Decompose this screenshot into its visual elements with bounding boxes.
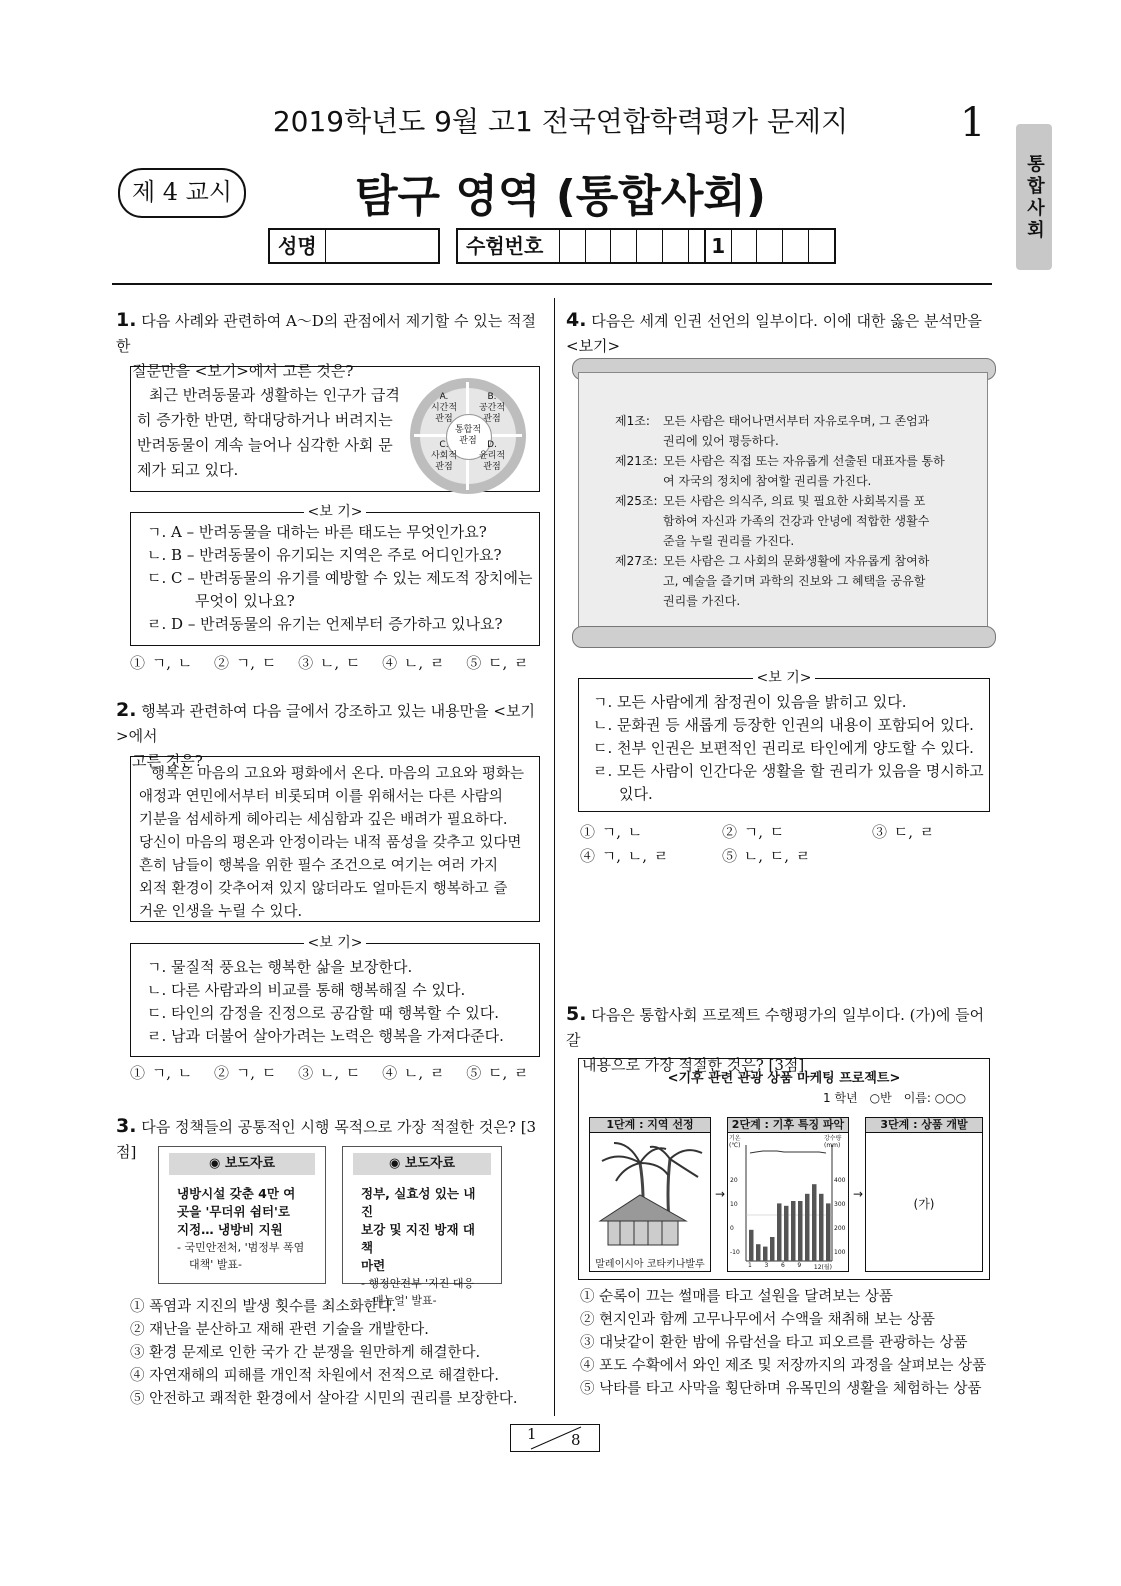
answer-option[interactable]: ② ㄱ, ㄷ (722, 823, 785, 841)
press-release-1 (158, 1146, 326, 1284)
bogi-box-4 (578, 670, 990, 812)
press-headline: 마련 (361, 1258, 386, 1273)
bogi-item: ㄱ. 물질적 풍요는 행복한 삶을 보장한다. (147, 958, 413, 976)
month-ticks (748, 1262, 832, 1271)
exam-number-cell (783, 230, 809, 262)
question-text: 다음은 세계 인권 선언의 일부이다. 이에 대한 옳은 분석만을 <보기> (566, 312, 982, 355)
question-number: 1. (116, 309, 137, 331)
exam-number-cell (611, 230, 637, 262)
student-info: 1 학년 ○반 이름: ○○○ (823, 1091, 967, 1105)
case-line: 반려동물이 계속 늘어나 심각한 사회 문 (137, 436, 393, 454)
stage-3-body (865, 1132, 983, 1272)
precip-bar (784, 1206, 789, 1261)
perspective-diagram-labels (412, 380, 524, 492)
diagram-label-c: C. 사회적 관점 (430, 440, 458, 472)
press-headline: 곳을 '무더위 쉼터'로 (177, 1204, 290, 1219)
press-icon: ◉ (208, 1156, 225, 1171)
article-label (615, 471, 663, 491)
press-source: 매뉴얼' 발표- (373, 1294, 437, 1307)
article-line (615, 531, 965, 551)
question-number: 3. (116, 1115, 137, 1137)
article-label (615, 511, 663, 531)
exam-title: 2019학년도 9월 고1 전국연합학력평가 문제지 (272, 105, 849, 138)
answer-option[interactable]: ③ ㄷ, ㄹ (872, 823, 935, 841)
exam-number-field[interactable] (456, 228, 836, 264)
name-label: 성명 (270, 230, 326, 262)
answer-option[interactable]: ⑤ 낙타를 타고 사막을 횡단하며 유목민의 생활을 체험하는 상품 (580, 1381, 982, 1397)
precip-bar (763, 1247, 768, 1261)
press-headline: 보강 및 지진 방재 대책 (361, 1222, 476, 1255)
press-label: 보도자료 (224, 1156, 276, 1171)
passage-line: 애정과 연민에서부터 비롯되며 이를 위해서는 다른 사람의 (139, 789, 503, 805)
bogi-title: <보 기> (304, 935, 367, 951)
bogi-item: ㄴ. B – 반려동물이 유기되는 지역은 주로 어디인가요? (147, 546, 502, 564)
precip-tick: 100 (834, 1249, 846, 1256)
precip-bar (798, 1201, 803, 1261)
precip-tick: 300 (834, 1201, 846, 1208)
project-box (578, 1058, 990, 1280)
answer-option[interactable]: ④ 포도 수확에서 와인 제조 및 저장까지의 과정을 살펴보는 상품 (580, 1358, 987, 1374)
month-tick: 6 (780, 1262, 785, 1269)
exam-number-cell (757, 230, 783, 262)
arrow-icon: → (853, 1187, 864, 1201)
bogi-title: <보 기> (753, 670, 816, 686)
press-icon: ◉ (388, 1156, 405, 1171)
article-line (615, 471, 965, 491)
precip-unit-label: 강수량 (mm) (824, 1135, 842, 1149)
question-text: 고른 것은? (132, 752, 203, 770)
article-label (615, 591, 663, 611)
climate-graph (728, 1133, 848, 1271)
answer-options-3[interactable] (130, 1296, 518, 1411)
exam-number-cell (560, 230, 586, 262)
temp-tick: 20 (730, 1177, 738, 1184)
article-label (615, 531, 663, 551)
answer-option[interactable]: ② 현지인과 함께 고무나무에서 수액을 채취해 보는 상품 (580, 1312, 935, 1328)
precip-bar (826, 1203, 831, 1261)
answer-option[interactable]: ⑤ ㄴ, ㄷ, ㄹ (722, 847, 811, 865)
temp-unit-label: 기온 (℃) (729, 1135, 741, 1149)
header-divider (112, 283, 992, 285)
palm-house-illustration (590, 1133, 710, 1255)
case-line: 제가 되고 있다. (137, 461, 239, 479)
bogi-item: ㄹ. 남과 더불어 살아가려는 노력은 행복을 가져다준다. (147, 1027, 504, 1045)
question-number: 4. (566, 309, 587, 331)
article-text: 모든 사람은 의식주, 의료 및 필요한 사회복지를 포 (663, 494, 926, 508)
precip-bar (805, 1194, 810, 1261)
answer-option[interactable]: ③ 대낮같이 환한 밤에 유람선을 타고 피오르를 관광하는 상품 (580, 1335, 968, 1351)
answer-option[interactable]: ① 폭염과 지진의 발생 횟수를 최소화한다. (130, 1299, 397, 1315)
article-line (615, 431, 965, 451)
press-source: - 행정안전부 '지진 대응 (361, 1277, 475, 1290)
page-indicator-slash (511, 1425, 599, 1451)
bogi-item: ㄴ. 문화권 등 새롭게 등장한 인권의 내용이 포함되어 있다. (593, 716, 974, 734)
answer-option[interactable]: ① 순록이 끄는 썰매를 타고 설원을 달려보는 상품 (580, 1289, 893, 1305)
project-title: <기후 관련 관광 상품 마케팅 프로젝트> (667, 1071, 901, 1086)
exam-number-cell (732, 230, 758, 262)
page-indicator (510, 1424, 600, 1452)
passage-line: 기분을 섬세하게 헤아리는 세심함과 깊은 배려가 필요하다. (139, 812, 508, 828)
question-text: 내용으로 가장 적절한 것은? [3점] (582, 1056, 805, 1074)
press-source: 대책' 발표- (189, 1258, 242, 1271)
precip-bar (756, 1244, 761, 1261)
month-tick: 1 (748, 1262, 752, 1269)
precip-ticks (834, 1169, 845, 1265)
exam-number-label: 수험번호 (458, 230, 560, 262)
article-text: 권리에 있어 평등하다. (663, 434, 779, 448)
bogi-item: ㄷ. 타인의 감정을 진정으로 공감할 때 행복할 수 있다. (147, 1004, 499, 1022)
exam-number-cell (637, 230, 663, 262)
exam-number-sep (689, 230, 706, 262)
side-tab-label: 통합사회 (1024, 154, 1045, 242)
passage-line: 행복은 마음의 고요와 평화에서 온다. 마음의 고요와 평화는 (151, 766, 525, 782)
article-label: 제21조: (615, 454, 658, 468)
stage-2-body (727, 1132, 849, 1272)
stage-1-body (589, 1132, 711, 1272)
precip-bar (770, 1237, 775, 1261)
question-text: 다음 사례와 관련하여 A～D의 관점에서 제기할 수 있는 적절한 (116, 312, 537, 355)
month-tick: 12(월) (813, 1264, 832, 1271)
arrow-icon: → (715, 1187, 726, 1201)
bogi-box-2 (130, 935, 540, 1057)
article-label (615, 431, 663, 451)
article-text: 권리를 가진다. (663, 594, 741, 608)
article-line (615, 591, 965, 611)
temp-tick: 0 (730, 1225, 734, 1232)
subject-title: 탐구 영역 (통합사회) (355, 171, 766, 222)
article-label (615, 571, 663, 591)
article-text: 준을 누릴 권리를 가진다. (663, 534, 795, 548)
bogi-item: ㄷ. C – 반려동물의 유기를 예방할 수 있는 제도적 장치에는 (147, 569, 533, 587)
passage-line: 흔히 남들이 행복을 위한 필수 조건으로 여기는 여러 가지 (139, 858, 499, 874)
precipitation-bars (749, 1184, 831, 1261)
article-text: 모든 사람은 태어나면서부터 자유로우며, 그 존엄과 (663, 414, 930, 428)
precip-bar (812, 1184, 817, 1261)
press-release-2 (342, 1146, 502, 1307)
passage-box (130, 756, 540, 922)
bogi-title: <보 기> (304, 504, 367, 520)
article-text: 고, 예술을 즐기며 과학의 진보와 그 혜택을 공유할 (663, 574, 926, 588)
answer-option[interactable]: ① ㄱ, ㄴ (580, 823, 643, 841)
precip-tick: 400 (834, 1177, 846, 1184)
stage-2-header: 2단계 : 기후 특징 파악 (727, 1117, 849, 1133)
article-text: 모든 사람은 직접 또는 자유롭게 선출된 대표자를 통하 (663, 454, 945, 468)
question-text: 행복과 관련하여 다음 글에서 강조하고 있는 내용만을 <보기>에서 (116, 702, 535, 745)
press-label: 보도자료 (404, 1156, 456, 1171)
passage-line: 거운 인생을 누릴 수 있다. (139, 904, 303, 920)
article-line (615, 571, 965, 591)
region-caption: 말레이시아 코타키나발루 (595, 1259, 705, 1270)
bogi-item: ㄹ. 모든 사람이 인간다운 생활을 할 권리가 있음을 명시하고 (593, 762, 984, 780)
bogi-item: ㄷ. 천부 인권은 보편적인 권리로 타인에게 양도할 수 있다. (593, 739, 974, 757)
article-line (615, 411, 965, 431)
name-field[interactable] (268, 228, 440, 264)
question-number: 2. (116, 699, 137, 721)
temp-ticks (730, 1169, 740, 1265)
question-number: 5. (566, 1003, 587, 1025)
question-text: 다음은 통합사회 프로젝트 수행평가의 일부이다. (가)에 들어갈 (566, 1006, 985, 1049)
temp-tick: -10 (730, 1249, 740, 1256)
page-number: 1 (960, 100, 986, 146)
press-headline: 냉방시설 갖춘 4만 여 (177, 1186, 296, 1201)
precip-bar (749, 1230, 754, 1261)
diagram-label-b: B. 공간적 관점 (478, 392, 506, 424)
press-headline: 지정… 냉방비 지원 (177, 1222, 283, 1237)
article-line (615, 491, 965, 511)
exam-number-cell (586, 230, 612, 262)
precip-bar (819, 1194, 824, 1261)
articles-list (579, 373, 987, 611)
answer-options-5[interactable] (580, 1286, 986, 1401)
answer-option[interactable]: ⑤ 안전하고 쾌적한 환경에서 살아갈 시민의 권리를 보장한다. (130, 1391, 518, 1407)
press-source: - 국민안전처, '범정부 폭염 (177, 1241, 305, 1254)
answer-options-2[interactable]: ① ㄱ, ㄴ ② ㄱ, ㄷ ③ ㄴ, ㄷ ④ ㄴ, ㄹ ⑤ ㄷ, ㄹ (130, 1064, 529, 1082)
passage-line: 당신이 마음의 평온과 안정이라는 내적 품성을 갖추고 있다면 (139, 835, 522, 851)
diagram-label-center: 통합적 관점 (454, 425, 482, 446)
stage-3-header: 3단계 : 상품 개발 (865, 1117, 983, 1133)
precip-bar (791, 1201, 796, 1261)
press-headline: 정부, 실효성 있는 내진 (361, 1186, 476, 1219)
article-line (615, 451, 965, 471)
article-text: 여 자국의 정치에 참여할 권리를 가진다. (663, 474, 872, 488)
bogi-item: ㄹ. D – 반려동물의 유기는 언제부터 증가하고 있나요? (147, 615, 503, 633)
answer-options-1[interactable]: ① ㄱ, ㄴ ② ㄱ, ㄷ ③ ㄴ, ㄷ ④ ㄴ, ㄹ ⑤ ㄷ, ㄹ (130, 654, 529, 672)
exam-number-cell (663, 230, 689, 262)
bogi-item: ㄱ. 모든 사람에게 참정권이 있음을 밝히고 있다. (593, 693, 907, 711)
bogi-item: ㄱ. A – 반려동물을 대하는 바른 태도는 무엇인가요? (147, 523, 487, 541)
question-text: 다음 정책들의 공통적인 시행 목적으로 가장 적절한 것은? [3점] (116, 1118, 537, 1161)
bogi-item: 무엇이 있나요? (195, 592, 295, 610)
precip-tick: 200 (834, 1225, 846, 1232)
answer-option[interactable]: ③ 환경 문제로 인한 국가 간 분쟁을 원만하게 해결한다. (130, 1345, 481, 1361)
exam-number-digit: 1 (706, 230, 732, 262)
stage-1-header: 1단계 : 지역 선정 (589, 1117, 711, 1133)
period-badge: 제 4 교시 (118, 168, 246, 218)
bogi-item: 있다. (619, 785, 653, 803)
article-line (615, 511, 965, 531)
answer-option[interactable]: ④ ㄱ, ㄴ, ㄹ (580, 847, 669, 865)
answer-option[interactable]: ② 재난을 분산하고 재해 관련 기술을 개발한다. (130, 1322, 429, 1338)
answer-option[interactable]: ④ 자연재해의 피해를 개인적 차원에서 전적으로 해결한다. (130, 1368, 499, 1384)
bogi-box-1 (130, 504, 540, 646)
month-tick: 3 (764, 1262, 769, 1269)
article-label: 제25조: (615, 494, 658, 508)
exam-number-cell (809, 230, 834, 262)
article-line (615, 551, 965, 571)
blank-ga: (가) (913, 1197, 935, 1211)
passage-line: 외적 환경이 갖추어져 있지 않더라도 얼마든지 행복하고 즐 (139, 881, 508, 897)
article-text: 모든 사람은 그 사회의 문화생활에 자유롭게 참여하 (663, 554, 930, 568)
article-label: 제1조: (615, 414, 650, 428)
current-page: 1 (527, 1425, 537, 1443)
column-divider (554, 298, 555, 1416)
bogi-item: ㄴ. 다른 사람과의 비교를 통해 행복해질 수 있다. (147, 981, 466, 999)
article-text: 함하여 자신과 가족의 건강과 안녕에 적합한 생활수 (663, 514, 930, 528)
diagram-label-a: A. 시간적 관점 (430, 392, 458, 424)
total-pages: 8 (571, 1431, 581, 1449)
question-text: 질문만을 <보기>에서 고른 것은? (132, 362, 354, 380)
case-line: 최근 반려동물과 생활하는 인구가 급격 (149, 386, 400, 404)
temp-tick: 10 (730, 1201, 738, 1208)
case-line: 히 증가한 반면, 학대당하거나 버려지는 (137, 411, 393, 429)
declaration-scroll (578, 372, 988, 634)
precip-bar (777, 1203, 782, 1261)
month-tick: 9 (797, 1262, 802, 1269)
article-label: 제27조: (615, 554, 658, 568)
diagram-label-d: D. 윤리적 관점 (478, 440, 506, 472)
scroll-bottom-roll (572, 626, 996, 648)
